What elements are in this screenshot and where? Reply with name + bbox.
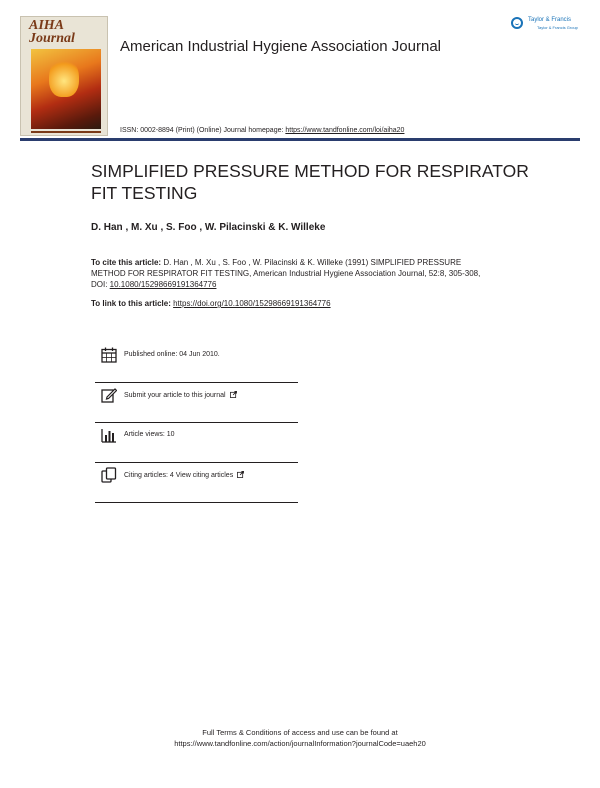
article-link-line [91, 299, 331, 308]
cover-flame [49, 57, 79, 97]
edit-icon [101, 387, 117, 403]
publisher-logo-icon [511, 17, 523, 29]
citation-label: To cite this article: [91, 258, 162, 267]
article-link-label: To link to this article: [91, 299, 174, 308]
publisher-logo-subtext: Taylor & Francis Group [537, 25, 578, 30]
external-link-icon [230, 391, 237, 398]
published-date: Published online: 04 Jun 2010. [124, 351, 220, 358]
article-title: SIMPLIFIED PRESSURE METHOD FOR RESPIRATOR FIT TESTING [91, 161, 529, 203]
submit-row[interactable] [95, 383, 298, 423]
citation-text: D. Han , M. Xu , S. Foo , W. Pilacinski & K. Willeke (1991) SIMPLIFIED PRESSURE METHOD FOR RESPIRATOR FIT TESTING, American Industrial Hygiene Association Journal, 52:8, 305-308, DOI: [91, 258, 481, 289]
calendar-icon [101, 347, 117, 363]
issn-line [120, 127, 404, 134]
cover-title: AIHA Journal [29, 18, 75, 46]
submit-article-link[interactable]: Submit your article to this journal [124, 391, 237, 399]
article-authors: D. Han , M. Xu , S. Foo , W. Pilacinski & K. Willeke [91, 222, 326, 233]
footer [0, 727, 600, 749]
doi-link[interactable]: 10.1080/15298669191364776 [109, 280, 217, 289]
issn-text: ISSN: 0002-8894 (Print) (Online) Journal homepage: [120, 127, 286, 134]
published-row [95, 343, 298, 383]
journal-name: American Industrial Hygiene Association Journal [120, 38, 441, 55]
views-row [95, 423, 298, 463]
journal-cover-image [20, 16, 108, 136]
cover-artwork [31, 49, 101, 129]
publisher-logo-text: Taylor & Francis [528, 17, 572, 23]
article-info-box [95, 343, 298, 503]
external-link-icon [237, 471, 244, 478]
citation-block [91, 257, 491, 290]
citing-articles-link[interactable]: Citing articles: 4 View citing articles [124, 471, 244, 479]
copy-documents-icon [101, 467, 117, 483]
journal-homepage-link[interactable]: https://www.tandfonline.com/loi/aiha20 [285, 127, 405, 134]
footer-terms-text: Full Terms & Conditions of access and use can be found at [202, 728, 398, 737]
article-views: Article views: 10 [124, 431, 175, 438]
article-doi-url-link[interactable]: https://doi.org/10.1080/15298669191364776 [173, 299, 331, 308]
bar-chart-icon [101, 427, 117, 443]
footer-terms-url[interactable]: https://www.tandfonline.com/action/journalInformation?journalCode=uaeh20 [174, 739, 426, 748]
publisher-logo [511, 16, 581, 36]
cover-strip [31, 131, 101, 133]
citing-row[interactable] [95, 463, 298, 503]
header-divider [20, 138, 580, 141]
